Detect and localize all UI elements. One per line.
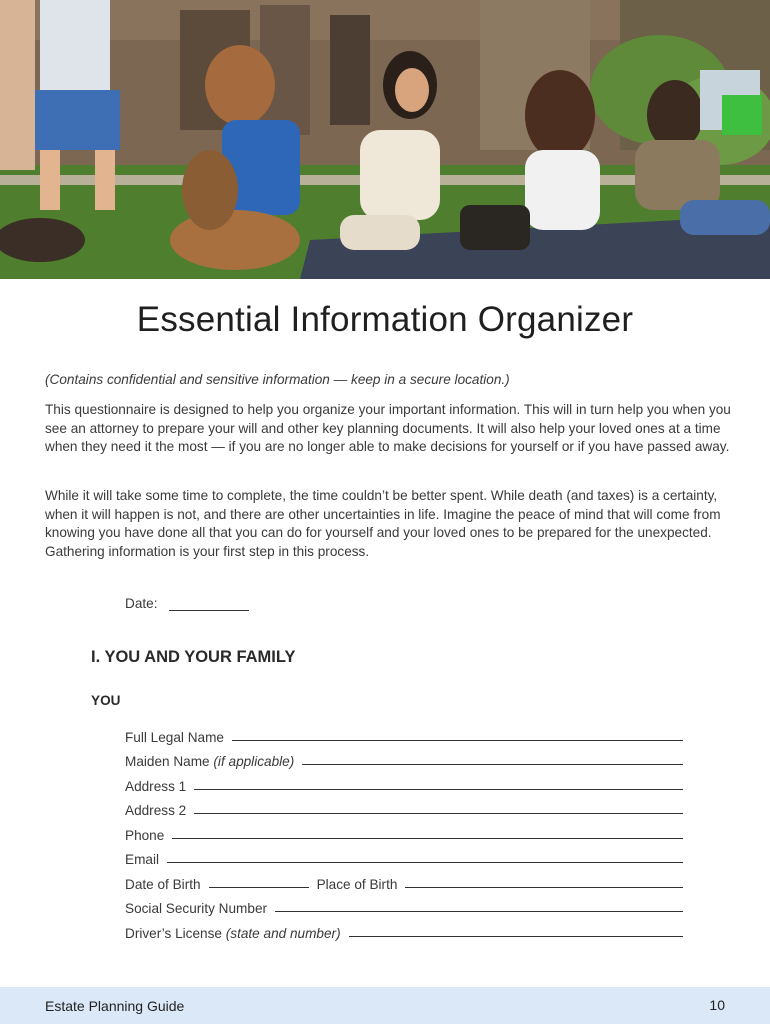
hero-photo bbox=[0, 0, 770, 279]
confidential-note: (Contains confidential and sensitive information — keep in a secure location.) bbox=[45, 372, 510, 387]
full-legal-name-label: Full Legal Name bbox=[125, 729, 224, 745]
maiden-name-input-line[interactable] bbox=[302, 763, 683, 765]
date-of-birth-input-line[interactable] bbox=[209, 886, 309, 888]
maiden-name-note: (if applicable) bbox=[213, 754, 295, 769]
drivers-license-field[interactable] bbox=[125, 916, 683, 941]
page-title: Essential Information Organizer bbox=[136, 300, 634, 339]
address1-field[interactable] bbox=[125, 769, 683, 794]
full-legal-name-field[interactable] bbox=[125, 720, 683, 745]
place-of-birth-label: Place of Birth bbox=[316, 876, 398, 892]
ssn-input-line[interactable] bbox=[275, 910, 683, 912]
page-number: 10 bbox=[709, 997, 725, 1013]
address2-input-line[interactable] bbox=[194, 812, 683, 814]
ssn-field[interactable] bbox=[125, 892, 683, 917]
birth-field-row[interactable] bbox=[125, 867, 683, 892]
phone-field[interactable] bbox=[125, 818, 683, 843]
drivers-license-note: (state and number) bbox=[225, 925, 341, 941]
maiden-name-field[interactable] bbox=[125, 745, 683, 770]
hero-photo-illustration bbox=[0, 0, 770, 279]
drivers-license-label: Driver’s License (state and number) bbox=[125, 925, 341, 941]
address1-label: Address 1 bbox=[125, 778, 187, 794]
email-field[interactable] bbox=[125, 843, 683, 868]
email-input-line[interactable] bbox=[167, 861, 683, 863]
you-form bbox=[125, 720, 683, 941]
date-label: Date: bbox=[125, 596, 158, 611]
maiden-name-label: Maiden Name (if applicable) bbox=[125, 754, 295, 769]
phone-label: Phone bbox=[125, 827, 165, 843]
address2-label: Address 2 bbox=[125, 803, 187, 818]
subsection-heading: YOU bbox=[91, 693, 121, 708]
drivers-license-input-line[interactable] bbox=[349, 935, 683, 937]
footer-guide-title: Estate Planning Guide bbox=[45, 998, 185, 1014]
date-input-line[interactable] bbox=[169, 610, 249, 611]
phone-input-line[interactable] bbox=[172, 837, 683, 839]
ssn-label: Social Security Number bbox=[125, 901, 268, 916]
intro-paragraph-2: While it will take some time to complete, the time couldn’t be better spent. While death (and taxes) is a certainty, when it will happen is not, and there are other uncertainties in life. Imagine the peace of mind that will come from knowing you have done all that you can do for yourself and your loved ones to be prepared for the unexpected. Gathering information is your first step in this process. bbox=[45, 488, 721, 559]
address1-input-line[interactable] bbox=[194, 788, 683, 790]
page-footer bbox=[0, 987, 770, 1024]
date-of-birth-label: Date of Birth bbox=[125, 876, 201, 892]
intro-paragraph-1: This questionnaire is designed to help you organize your important information. This will in turn help you when you see an attorney to prepare your will and other key planning documents. It will also help your loved ones at a time when they need it the most — if you are no longer able to make decisions for yourself or if you have passed away. bbox=[45, 402, 731, 454]
section-heading: I. YOU AND YOUR FAMILY bbox=[91, 648, 296, 666]
email-label: Email bbox=[125, 852, 159, 867]
date-field[interactable] bbox=[125, 596, 249, 611]
place-of-birth-input-line[interactable] bbox=[405, 886, 683, 888]
full-legal-name-input-line[interactable] bbox=[232, 739, 683, 741]
address2-field[interactable] bbox=[125, 794, 683, 819]
